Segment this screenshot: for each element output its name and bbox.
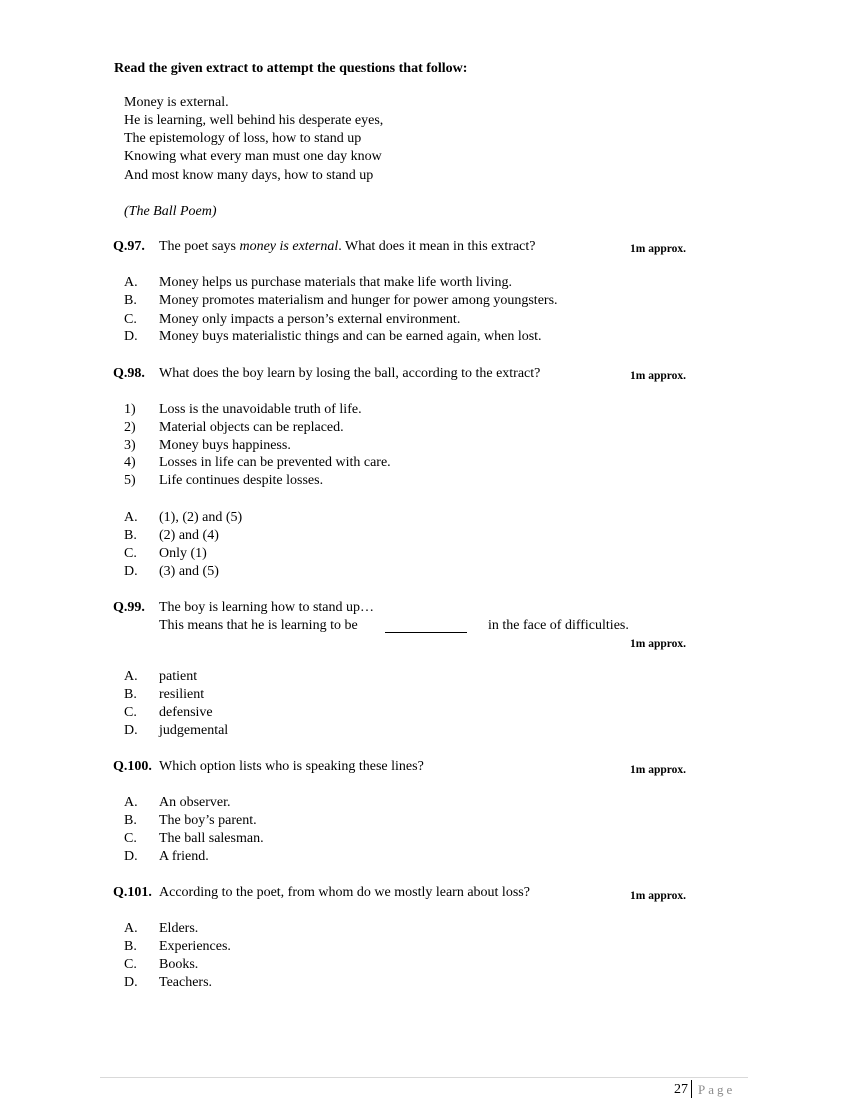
statement-text: Loss is the unavoidable truth of life. bbox=[159, 402, 362, 417]
option-text: Money helps us purchase materials that make life worth living. bbox=[159, 275, 513, 290]
poem-line: He is learning, well behind his desperate eyes, bbox=[124, 113, 384, 128]
option-text: (2) and (4) bbox=[159, 528, 219, 543]
statement-label: 2) bbox=[124, 420, 136, 435]
marks-badge-100: 1m approx. bbox=[630, 764, 687, 776]
option-text: Teachers. bbox=[159, 975, 213, 990]
option-text: An observer. bbox=[159, 795, 231, 810]
option-text: (1), (2) and (5) bbox=[159, 510, 243, 525]
option-text: defensive bbox=[159, 705, 213, 720]
poem-source: (The Ball Poem) bbox=[124, 204, 217, 219]
poem-line: The epistemology of loss, how to stand up bbox=[124, 131, 362, 146]
poem-line: And most know many days, how to stand up bbox=[124, 168, 374, 183]
question-text-100: Which option lists who is speaking these lines? bbox=[159, 759, 424, 774]
option-label: B. bbox=[124, 813, 137, 828]
page-number: 27 bbox=[674, 1082, 688, 1097]
instruction-heading: Read the given extract to attempt the questions that follow: bbox=[114, 61, 468, 76]
option-text: Books. bbox=[159, 957, 199, 972]
question-text-101: According to the poet, from whom do we mostly learn about loss? bbox=[159, 885, 530, 900]
option-label: B. bbox=[124, 293, 137, 308]
option-label: A. bbox=[124, 795, 138, 810]
page-label: Page bbox=[698, 1082, 736, 1097]
marks-badge-99: 1m approx. bbox=[630, 638, 687, 650]
question-text-99-line2-post: in the face of difficulties. bbox=[488, 618, 629, 633]
option-label: C. bbox=[124, 831, 137, 846]
option-label: D. bbox=[124, 564, 138, 579]
footer-divider bbox=[100, 1077, 748, 1078]
option-text: Money only impacts a person’s external environment. bbox=[159, 312, 461, 327]
poem-line: Knowing what every man must one day know bbox=[124, 149, 382, 164]
statement-label: 4) bbox=[124, 455, 136, 470]
option-text: Experiences. bbox=[159, 939, 231, 954]
statement-text: Material objects can be replaced. bbox=[159, 420, 344, 435]
question-number-100: Q.100. bbox=[113, 759, 152, 774]
option-text: The boy’s parent. bbox=[159, 813, 257, 828]
option-label: B. bbox=[124, 939, 137, 954]
statement-label: 3) bbox=[124, 438, 136, 453]
option-text: judgemental bbox=[159, 723, 229, 738]
marks-badge-101: 1m approx. bbox=[630, 890, 687, 902]
option-label: D. bbox=[124, 849, 138, 864]
marks-badge-97: 1m approx. bbox=[630, 243, 687, 255]
statement-label: 5) bbox=[124, 473, 136, 488]
option-label: A. bbox=[124, 921, 138, 936]
option-label: D. bbox=[124, 975, 138, 990]
marks-badge-98: 1m approx. bbox=[630, 370, 687, 382]
statement-text: Money buys happiness. bbox=[159, 438, 291, 453]
option-text: Only (1) bbox=[159, 546, 207, 561]
option-text: patient bbox=[159, 669, 198, 684]
option-text: The ball salesman. bbox=[159, 831, 264, 846]
statement-label: 1) bbox=[124, 402, 136, 417]
option-text: (3) and (5) bbox=[159, 564, 219, 579]
option-label: C. bbox=[124, 312, 137, 327]
statement-text: Life continues despite losses. bbox=[159, 473, 324, 488]
question-number-101: Q.101. bbox=[113, 885, 152, 900]
option-label: A. bbox=[124, 275, 138, 290]
option-label: C. bbox=[124, 546, 137, 561]
option-label: B. bbox=[124, 528, 137, 543]
option-label: D. bbox=[124, 723, 138, 738]
option-text: A friend. bbox=[159, 849, 209, 864]
option-text: resilient bbox=[159, 687, 205, 702]
question-text-97: The poet says money is external. What does it mean in this extract? bbox=[159, 239, 536, 254]
option-label: B. bbox=[124, 687, 137, 702]
option-text: Money promotes materialism and hunger for power among youngsters. bbox=[159, 293, 558, 308]
option-label: A. bbox=[124, 669, 138, 684]
question-text-99-line1: The boy is learning how to stand up… bbox=[159, 600, 375, 615]
statement-text: Losses in life can be prevented with care. bbox=[159, 455, 391, 470]
option-label: C. bbox=[124, 957, 137, 972]
question-text-98: What does the boy learn by losing the ball, according to the extract? bbox=[159, 366, 541, 381]
footer-separator bbox=[691, 1080, 692, 1098]
question-text-99-line2-pre: This means that he is learning to be bbox=[159, 618, 358, 633]
question-number-98: Q.98. bbox=[113, 366, 145, 381]
question-number-97: Q.97. bbox=[113, 239, 145, 254]
poem-line: Money is external. bbox=[124, 95, 229, 110]
option-label: D. bbox=[124, 329, 138, 344]
option-label: C. bbox=[124, 705, 137, 720]
option-text: Money buys materialistic things and can be earned again, when lost. bbox=[159, 329, 542, 344]
question-number-99: Q.99. bbox=[113, 600, 145, 615]
fill-blank bbox=[385, 617, 467, 633]
option-label: A. bbox=[124, 510, 138, 525]
option-text: Elders. bbox=[159, 921, 199, 936]
